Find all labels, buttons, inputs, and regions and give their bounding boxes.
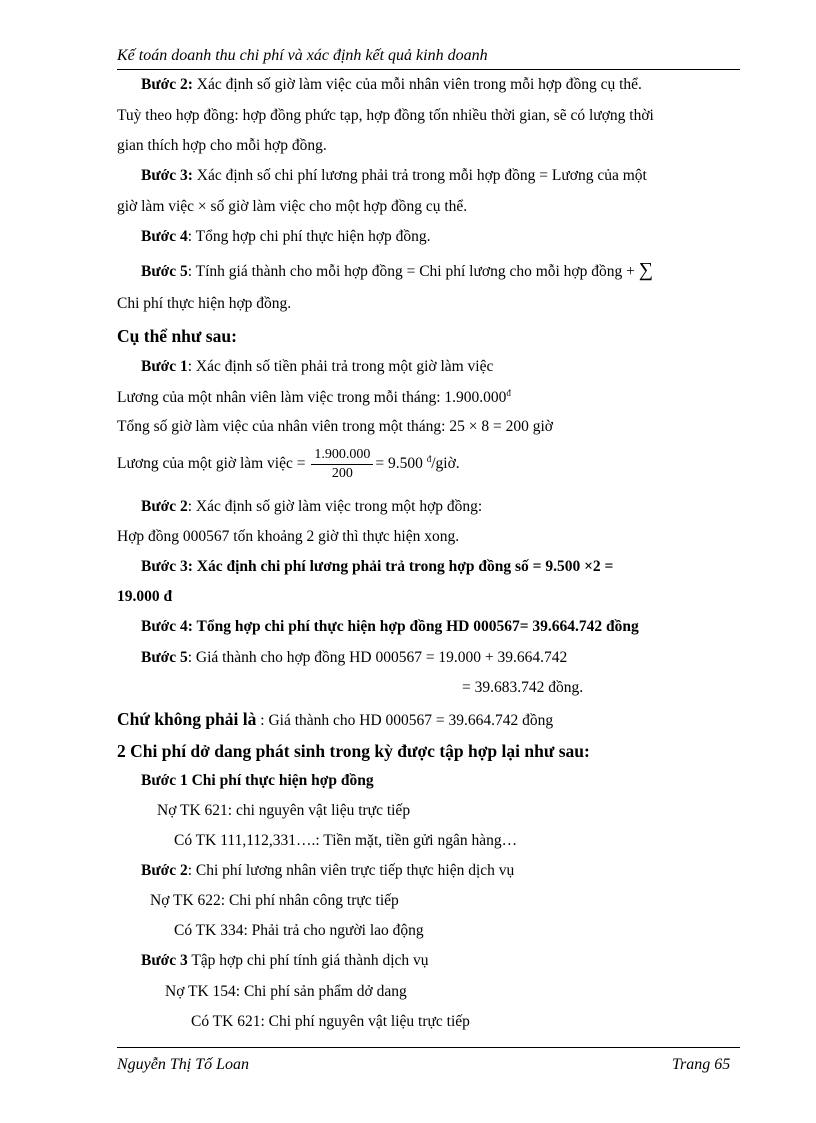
paragraph-line: gian thích hợp cho mỗi hợp đồng. xyxy=(117,137,327,154)
step-label: Bước 4 xyxy=(141,228,188,245)
contract-line: Hợp đồng 000567 tốn khoảng 2 giờ thì thực hiện xong. xyxy=(117,528,460,545)
correction-text: : Giá thành cho HD 000567 = 39.664.742 đồng xyxy=(256,712,554,729)
step-3-bold-line: Bước 3: Xác định chi phí lương phải trả trong hợp đồng số = 9.500 ×2 = xyxy=(141,558,614,575)
credit-entry: Có TK 334: Phải trả cho người lao động xyxy=(174,922,424,939)
paragraph-line: Chi phí thực hiện hợp đồng. xyxy=(117,295,292,312)
step-text: Xác định số chi phí lương phải trả trong mỗi hợp đồng = Lương của một xyxy=(192,167,647,184)
debit-entry: Nợ TK 622: Chi phí nhân công trực tiếp xyxy=(150,892,399,909)
hourly-rate-line xyxy=(117,446,460,483)
section-heading: Cụ thể như sau: xyxy=(117,326,237,346)
step-text: Xác định số giờ làm việc của mỗi nhân viên trong mỗi hợp đồng cụ thể. xyxy=(192,76,642,93)
step-text: : Xác định số tiền phải trả trong một giờ làm việc xyxy=(187,358,494,375)
fraction-numerator: 1.900.000 xyxy=(311,446,373,465)
step-3-line xyxy=(141,952,429,970)
salary-line xyxy=(117,388,511,407)
correction-line xyxy=(117,709,553,730)
step-text: : Tổng hợp chi phí thực hiện hợp đồng. xyxy=(187,228,431,245)
step-3-result: 19.000 đ xyxy=(117,588,173,605)
debit-entry: Nợ TK 621: chi nguyên vật liệu trực tiếp xyxy=(157,802,411,819)
rate-result: = 9.500 xyxy=(375,455,427,473)
currency-sup: đ xyxy=(506,388,511,398)
step-1-line xyxy=(141,358,493,376)
step-label: Bước 2 xyxy=(141,862,188,879)
step-4-line xyxy=(141,228,431,246)
salary-text: Lương của một nhân viên làm việc trong mỗi tháng: 1.900.000 xyxy=(117,389,507,407)
step-5-line xyxy=(141,259,653,282)
fraction-denominator: 200 xyxy=(331,466,353,481)
currency-sup: đ xyxy=(426,453,432,464)
step-label: Bước 1 xyxy=(141,358,188,375)
step-text: : Giá thành cho hợp đồng HD 000567 = 19.000 + 39.664.742 xyxy=(187,649,568,666)
step-2-line xyxy=(141,498,482,516)
footer-author: Nguyễn Thị Tố Loan xyxy=(117,1056,250,1073)
page-number: Trang 65 xyxy=(672,1056,731,1073)
step-3-line xyxy=(141,167,647,185)
running-header: Kế toán doanh thu chi phí và xác định kết quả kinh doanh xyxy=(117,47,488,64)
paragraph-line: giờ làm việc × số giờ làm việc cho một hợp đồng cụ thể. xyxy=(117,198,468,215)
credit-entry: Có TK 621: Chi phí nguyên vật liệu trực tiếp xyxy=(191,1013,470,1030)
step-2-line xyxy=(141,862,514,880)
step-5-line xyxy=(141,649,567,667)
debit-entry: Nợ TK 154: Chi phí sản phẩm dở dang xyxy=(165,983,407,1000)
rate-unit: /giờ. xyxy=(431,455,460,473)
correction-label: Chứ không phải là xyxy=(117,709,257,729)
fraction xyxy=(311,446,373,483)
step-label: Bước 2 xyxy=(141,498,188,515)
paragraph-line: Tuỳ theo hợp đồng: hợp đồng phức tạp, hợp đồng tốn nhiều thời gian, sẽ có lượng thời xyxy=(117,107,654,124)
step-label: Bước 5 xyxy=(141,263,188,280)
step-label: Bước 5 xyxy=(141,649,188,666)
hours-line: Tổng số giờ làm việc của nhân viên trong một tháng: 25 × 8 = 200 giờ xyxy=(117,418,553,435)
footer-rule xyxy=(117,1047,740,1048)
section-heading: 2 Chi phí dở dang phát sinh trong kỳ được tập hợp lại như sau: xyxy=(117,741,590,761)
step-text: : Chi phí lương nhân viên trực tiếp thực hiện dịch vụ xyxy=(187,862,515,879)
total-result: = 39.683.742 đồng. xyxy=(462,679,584,696)
rate-label: Lương của một giờ làm việc = xyxy=(117,455,310,473)
step-text: : Xác định số giờ làm việc trong một hợp đồng: xyxy=(187,498,483,515)
step-text: Tập hợp chi phí tính giá thành dịch vụ xyxy=(187,952,429,969)
credit-entry: Có TK 111,112,331….: Tiền mặt, tiền gửi ngân hàng… xyxy=(174,832,518,849)
step-2-line xyxy=(141,76,642,94)
step-1-heading: Bước 1 Chi phí thực hiện hợp đồng xyxy=(141,772,374,789)
sigma-symbol: ∑ xyxy=(638,259,654,281)
header-rule xyxy=(117,69,740,70)
step-label: Bước 3: xyxy=(141,167,193,184)
step-text: : Tính giá thành cho mỗi hợp đồng = Chi phí lương cho mỗi hợp đồng + xyxy=(187,263,639,280)
step-label: Bước 3 xyxy=(141,952,188,969)
step-label: Bước 2: xyxy=(141,76,193,93)
step-4-bold-line: Bước 4: Tổng hợp chi phí thực hiện hợp đồng HD 000567= 39.664.742 đồng xyxy=(141,618,639,635)
